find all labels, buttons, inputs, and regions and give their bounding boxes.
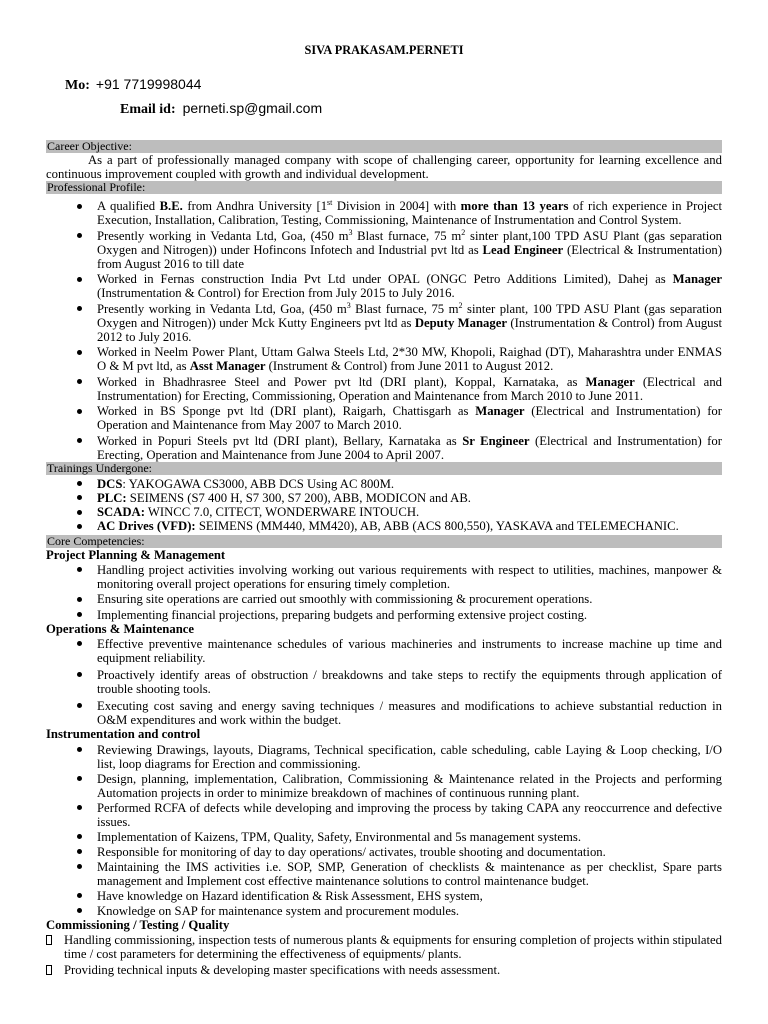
item-text bbox=[97, 477, 394, 491]
text-run: : YAKOGAWA CS3000, ABB DCS Using AC 800M. bbox=[122, 476, 395, 491]
mobile-line bbox=[46, 76, 722, 94]
box-bullet-icon bbox=[46, 935, 52, 945]
competency-item bbox=[46, 963, 722, 977]
competency-item bbox=[46, 592, 722, 606]
bullet-dot-icon bbox=[77, 495, 82, 500]
competency-item bbox=[46, 772, 722, 800]
candidate-name: SIVA PRAKASAM.PERNETI bbox=[304, 43, 464, 57]
competency-group-title: Project Planning & Management bbox=[46, 547, 226, 562]
superscript-text: 3 bbox=[346, 300, 351, 310]
item-text bbox=[97, 519, 679, 533]
bold-text: AC Drives (VFD): bbox=[97, 519, 196, 534]
bullet-dot-icon bbox=[77, 893, 82, 898]
item-text: Handling commissioning, inspection tests of numerous plants & equipments for ensuring completion of projects within stipulated time / cost parameters for determining the effectiveness of equipments/ plants. bbox=[64, 932, 722, 961]
item-text bbox=[97, 491, 471, 505]
superscript-text: 2 bbox=[461, 227, 466, 237]
bullet-dot-icon bbox=[77, 641, 82, 646]
core-competencies bbox=[46, 548, 722, 977]
competency-item bbox=[46, 743, 722, 771]
text-run: Worked in Fernas construction India Pvt Ltd under OPAL (ONGC Petro Additions Limited), Dahej as bbox=[97, 272, 673, 286]
bullet-dot-icon bbox=[77, 672, 82, 677]
email-label: Email id: bbox=[120, 102, 176, 117]
bold-text: Sr Engineer bbox=[462, 433, 530, 448]
bullet-dot-icon bbox=[77, 350, 82, 355]
section-heading: Core Competencies: bbox=[47, 533, 145, 548]
bold-text: Manager bbox=[475, 404, 525, 418]
item-text: Have knowledge on Hazard identification & Risk Assessment, EHS system, bbox=[97, 888, 483, 903]
bold-text: DCS bbox=[97, 476, 123, 491]
competency-item bbox=[46, 845, 722, 859]
item-text bbox=[97, 345, 722, 373]
item-text bbox=[97, 199, 722, 227]
profile-item bbox=[46, 375, 722, 403]
mobile-number: +91 7719998044 bbox=[95, 76, 202, 92]
item-text bbox=[97, 404, 722, 432]
competency-group-title: Instrumentation and control bbox=[46, 726, 201, 741]
item-text: Implementing financial projections, preparing budgets and performing extensive project costing. bbox=[97, 607, 588, 622]
bullet-dot-icon bbox=[77, 805, 82, 810]
bullet-dot-icon bbox=[77, 834, 82, 839]
text-run: sinter plant,100 TPD ASU Plant (gas separation Oxygen and Nitrogen)) under Hofincons Infotech and Industrial pvt ltd as bbox=[97, 228, 723, 257]
competency-item bbox=[46, 830, 722, 844]
item-text: Responsible for monitoring of day to day operations/ activates, trouble shooting and documentation. bbox=[97, 844, 606, 859]
bold-text: PLC: bbox=[97, 490, 127, 505]
text-run: Blast furnace, 75 m bbox=[352, 228, 462, 243]
bullet-dot-icon bbox=[77, 277, 82, 282]
text-run: (Instrumentation & Control) for Erection from July 2015 to July 2016. bbox=[97, 286, 455, 300]
competency-item bbox=[46, 904, 722, 918]
competency-item bbox=[46, 637, 722, 665]
section-bar-core-competencies bbox=[46, 535, 722, 548]
item-text bbox=[97, 505, 419, 519]
text-run: SEIMENS (S7 400 H, S7 300, S7 200), ABB, MODICON and AB. bbox=[126, 490, 471, 505]
profile-item bbox=[46, 345, 722, 373]
item-text: Implementation of Kaizens, TPM, Quality, Safety, Environmental and 5s management systems. bbox=[97, 829, 582, 844]
competency-item bbox=[46, 563, 722, 591]
box-bullet-icon bbox=[46, 965, 52, 975]
profile-item bbox=[46, 434, 722, 462]
competency-item bbox=[46, 699, 722, 727]
bullet-dot-icon bbox=[77, 481, 82, 486]
text-run: Worked in BS Sponge pvt ltd (DRI plant), Raigarh, Chattisgarh as bbox=[97, 404, 476, 418]
section-bar-professional-profile bbox=[46, 181, 722, 194]
competency-item bbox=[46, 608, 722, 622]
competency-list bbox=[46, 637, 722, 727]
item-text: Knowledge on SAP for maintenance system and procurement modules. bbox=[97, 903, 460, 918]
text-run: (Electrical & Instrumentation) from August 2016 to till date bbox=[97, 242, 722, 271]
item-text: Ensuring site operations are carried out smoothly with commissioning & procurement operations. bbox=[97, 592, 593, 607]
competency-list bbox=[46, 563, 722, 622]
bullet-dot-icon bbox=[77, 510, 82, 515]
bold-text: Manager bbox=[585, 374, 635, 389]
item-text: Proactively identify areas of obstruction / breakdowns and take steps to rectify the equipments through application of trouble shooting tools. bbox=[97, 667, 722, 696]
competency-item bbox=[46, 860, 722, 888]
bullet-dot-icon bbox=[77, 597, 82, 602]
text-run: Presently working in Vedanta Ltd, Goa, (450 m bbox=[97, 228, 349, 243]
text-run: of rich experience in Project Execution, Installation, Calibration, Testing, Commissioning, Maintenance of Instrumentation and Control System. bbox=[97, 199, 722, 227]
text-run: (Instrument & Control) from June 2011 to August 2012. bbox=[265, 359, 554, 373]
item-text bbox=[97, 375, 722, 403]
training-item bbox=[46, 477, 722, 491]
section-heading: Professional Profile: bbox=[47, 180, 146, 194]
section-bar-trainings bbox=[46, 462, 722, 475]
bold-text: Lead Engineer bbox=[482, 242, 564, 257]
bold-text: SCADA: bbox=[97, 505, 145, 520]
competency-list bbox=[46, 933, 722, 977]
text-run: from Andhra University [1 bbox=[182, 199, 328, 213]
competency-item bbox=[46, 801, 722, 829]
bullet-dot-icon bbox=[77, 379, 82, 384]
superscript-text: 2 bbox=[458, 300, 463, 310]
item-text: Providing technical inputs & developing master specifications with needs assessment. bbox=[64, 962, 501, 977]
bullet-dot-icon bbox=[77, 776, 82, 781]
text-run: Worked in Neelm Power Plant, Uttam Galwa Steels Ltd, 2*30 MW, Khopoli, Raighad (DT), Maharashtra under ENMAS O & M pvt ltd, as bbox=[97, 345, 722, 373]
bullet-dot-icon bbox=[77, 703, 82, 708]
bullet-dot-icon bbox=[77, 849, 82, 854]
competency-list bbox=[46, 743, 722, 918]
professional-profile-list bbox=[46, 199, 722, 462]
item-text: Executing cost saving and energy saving techniques / measures and modifications to achieve substantial reduction in O&M expenditures and work within the budget. bbox=[97, 698, 722, 727]
item-text: Reviewing Drawings, layouts, Diagrams, Technical specification, cable scheduling, cable Laying & Loop checking, I/O list, loop diagrams for Erection and commissioning. bbox=[97, 742, 722, 771]
bullet-dot-icon bbox=[77, 438, 82, 443]
text-run: (Electrical and Instrumentation) for Erecting, Operation and Maintenance from June 2004 to April 2007. bbox=[97, 433, 722, 462]
item-text: Performed RCFA of defects while developing and improving the process by taking CAPA any reoccurrence and defective issues. bbox=[97, 800, 722, 829]
bold-text: B.E. bbox=[159, 199, 183, 213]
text-run: SEIMENS (MM440, MM420), AB, ABB (ACS 800,550), YASKAVA and TELEMECHANIC. bbox=[195, 519, 679, 534]
item-text: Handling project activities involving working out various requirements with respect to utilities, machines, manpower & monitoring overall project operations for ensuring timely completion. bbox=[97, 562, 722, 591]
section-bar-career-objective bbox=[46, 140, 722, 153]
section-heading: Trainings Undergone: bbox=[47, 460, 152, 475]
bold-text: Asst Manager bbox=[189, 359, 266, 373]
bullet-dot-icon bbox=[77, 306, 82, 311]
text-run: Presently working in Vedanta Ltd, Goa, (450 m bbox=[97, 301, 347, 316]
bullet-dot-icon bbox=[77, 864, 82, 869]
training-item bbox=[46, 491, 722, 505]
text-run: A qualified bbox=[97, 199, 160, 213]
text-run: Worked in Bhadhrasree Steel and Power pvt ltd (DRI plant), Koppal, Karnataka, as bbox=[97, 374, 586, 389]
profile-item bbox=[46, 199, 722, 227]
mobile-label: Mo: bbox=[65, 78, 90, 93]
bold-text: Deputy Manager bbox=[414, 315, 508, 330]
text-run: (Electrical and Instrumentation) for Erecting, Commissioning, Operation and Maintenance from March 2010 to June 2011. bbox=[97, 374, 723, 403]
email-line bbox=[46, 100, 722, 118]
bullet-dot-icon bbox=[77, 908, 82, 913]
section-heading: Career Objective: bbox=[47, 139, 132, 153]
bullet-dot-icon bbox=[77, 409, 82, 414]
bullet-dot-icon bbox=[77, 524, 82, 529]
trainings-list bbox=[46, 477, 722, 534]
profile-item bbox=[46, 404, 722, 432]
text-run: Division in 2004] with bbox=[332, 199, 461, 213]
text-run: WINCC 7.0, CITECT, WONDERWARE INTOUCH. bbox=[144, 505, 420, 520]
item-text bbox=[97, 272, 722, 300]
career-objective-text: As a part of professionally managed company with scope of challenging career, opportunity for learning excellence and continuous improvement coupled with growth and individual development. bbox=[46, 153, 722, 181]
bullet-dot-icon bbox=[77, 612, 82, 617]
competency-group-title: Operations & Maintenance bbox=[46, 621, 195, 636]
bullet-dot-icon bbox=[77, 233, 82, 238]
item-text bbox=[97, 434, 722, 462]
item-text: Design, planning, implementation, Calibration, Commissioning & Maintenance related in the Projects and performing Automation projects in order to minimize breakdown of machines of continuous running plant. bbox=[97, 771, 722, 800]
superscript-text: 3 bbox=[348, 227, 353, 237]
training-item bbox=[46, 505, 722, 519]
training-item bbox=[46, 519, 722, 533]
competency-group-title: Commissioning / Testing / Quality bbox=[46, 917, 230, 932]
text-run: (Instrumentation & Control) from August 2012 to July 2016. bbox=[97, 315, 722, 344]
bold-text: more than 13 years bbox=[460, 199, 569, 213]
bold-text: Manager bbox=[672, 272, 722, 286]
email-address: perneti.sp@gmail.com bbox=[182, 100, 323, 116]
profile-item bbox=[46, 302, 722, 344]
text-run: (Electrical and Instrumentation) for Operation and Maintenance from May 2007 to March 2010. bbox=[97, 404, 722, 432]
bullet-dot-icon bbox=[77, 567, 82, 572]
item-text bbox=[97, 302, 722, 344]
profile-item bbox=[46, 272, 722, 300]
competency-item bbox=[46, 889, 722, 903]
item-text: Maintaining the IMS activities i.e. SOP, SMP, Generation of checklists & maintenance as per checklist, Spare parts management and Implement cost effective maintenance solutions to control maintenance budget. bbox=[97, 859, 722, 888]
superscript-text: st bbox=[327, 198, 333, 207]
profile-item bbox=[46, 229, 722, 271]
competency-item bbox=[46, 933, 722, 961]
bullet-dot-icon bbox=[77, 747, 82, 752]
text-run: sinter plant, 100 TPD ASU Plant (gas separation Oxygen and Nitrogen)) under Mck Kutty Engineers pvt ltd as bbox=[97, 301, 722, 330]
item-text: Effective preventive maintenance schedules of various machineries and instruments to increase machine up time and equipment reliability. bbox=[97, 636, 722, 665]
text-run: Worked in Popuri Steels pvt ltd (DRI plant), Bellary, Karnataka as bbox=[97, 433, 463, 448]
text-run: Blast furnace, 75 m bbox=[350, 301, 459, 316]
competency-item bbox=[46, 668, 722, 696]
item-text bbox=[97, 229, 722, 271]
bullet-dot-icon bbox=[77, 204, 82, 209]
